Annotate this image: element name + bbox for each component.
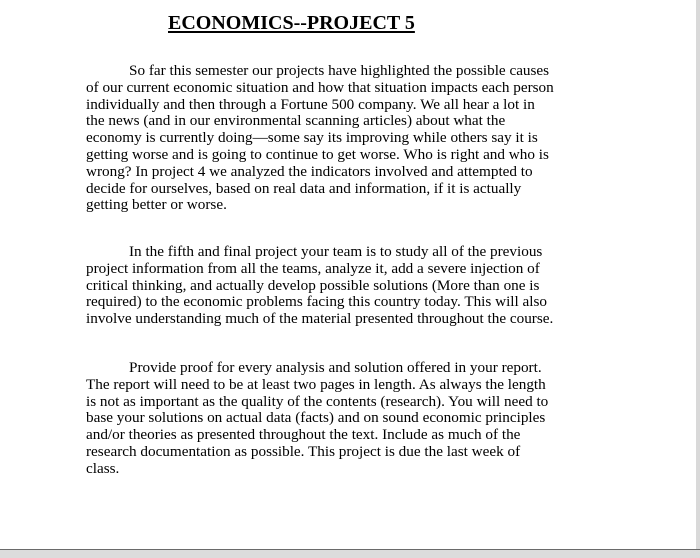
text-line: base your solutions on actual data (facts) and on sound economic principles (86, 409, 546, 427)
text-line: is not as important as the quality of the contents (research). You will need to (86, 392, 549, 410)
paragraph-1 (86, 63, 554, 214)
text-line: So far this semester our projects have highlighted the possible causes (129, 62, 550, 79)
text-line: getting worse and is going to continue to get worse. Who is right and who is (86, 145, 549, 163)
text-line: required) to the economic problems facing this country today. This will also (86, 293, 548, 311)
text-line: decide for ourselves, based on real data and information, if it is actually (86, 179, 522, 197)
text-line: class. (86, 459, 120, 477)
text-line: project information from all the teams, analyze it, add a severe injection of (86, 259, 540, 277)
paragraph-2 (86, 244, 553, 328)
text-line: individually and then through a Fortune 500 company. We all hear a lot in (86, 95, 535, 113)
text-line: of our current economic situation and how that situation impacts each person (86, 78, 554, 96)
text-line: wrong? In project 4 we analyzed the indicators involved and attempted to (86, 162, 533, 180)
text-line: the news (and in our environmental scanning articles) about what the (86, 112, 506, 130)
text-line: involve understanding much of the material presented throughout the course. (86, 310, 554, 328)
text-line: economy is currently doing—some say its improving while others say it is (86, 129, 538, 147)
page-bottom-edge (0, 550, 700, 558)
text-line: critical thinking, and actually develop possible solutions (More than one is (86, 276, 540, 294)
text-line: getting better or worse. (86, 196, 227, 214)
text-line: In the fifth and final project your team is to study all of the previous (129, 243, 543, 260)
paragraph-3 (86, 360, 548, 478)
text-line: Provide proof for every analysis and solution offered in your report. (129, 359, 542, 376)
page-right-edge (696, 0, 700, 550)
text-line: The report will need to be at least two pages in length. As always the length (86, 375, 546, 393)
document-title: ECONOMICS--PROJECT 5 (168, 12, 415, 34)
text-line: and/or theories as presented throughout the text. Include as much of the (86, 426, 521, 444)
text-line: research documentation as possible. This project is due the last week of (86, 442, 521, 460)
